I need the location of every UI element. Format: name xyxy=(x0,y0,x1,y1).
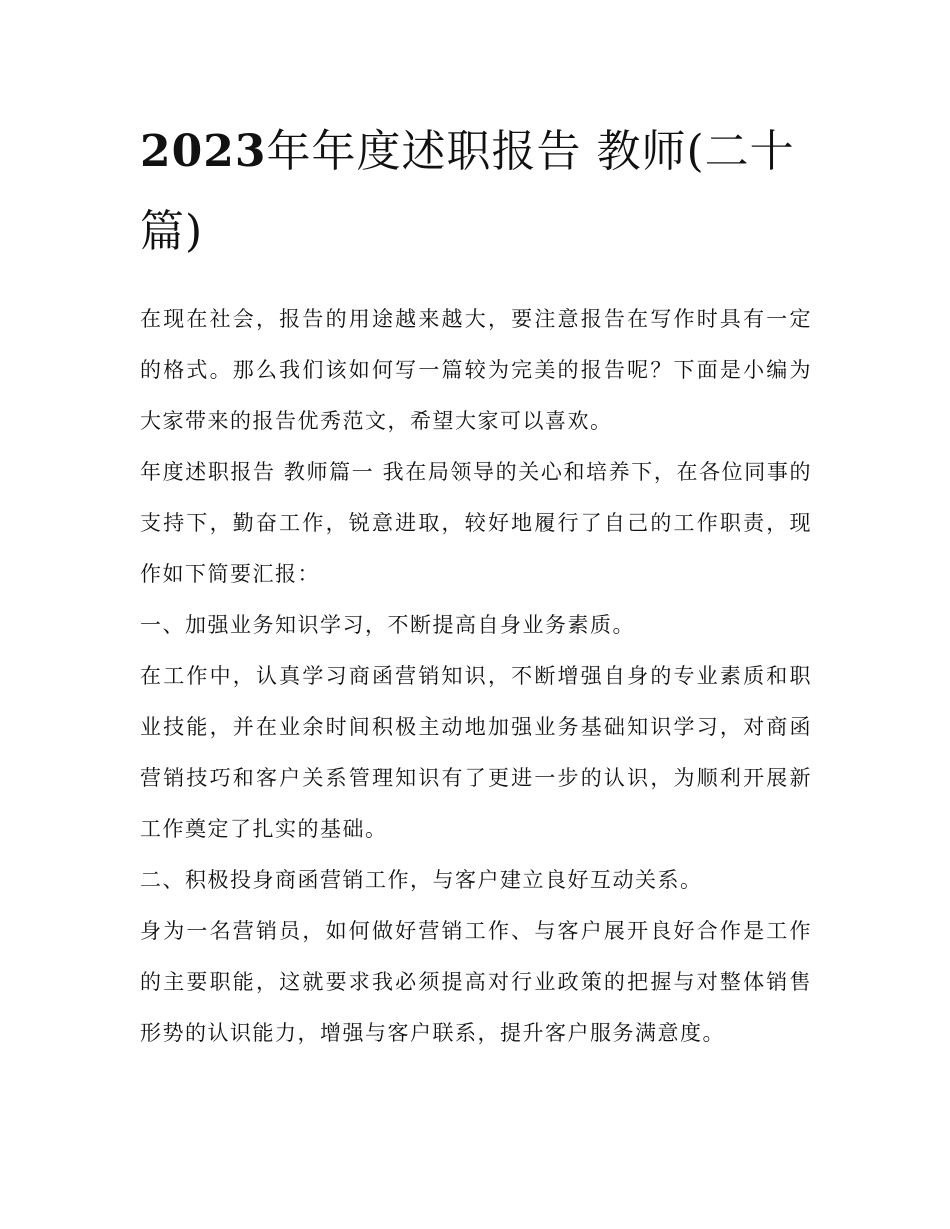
title-text: 年年度述职报告 教师(二十篇) xyxy=(140,126,795,257)
intro-paragraph: 在现在社会，报告的用途越来越大，要注意报告在写作时具有一定的格式。那么我们该如何写一篇较为完美的报告呢？下面是小编为大家带来的报告优秀范文，希望大家可以喜欢。 xyxy=(140,307,812,433)
body-paragraph-1: 在工作中，认真学习商函营销知识，不断增强自身的专业素质和职业技能，并在业余时间积极主动地加强业务基础知识学习，对商函营销技巧和客户关系管理知识有了更进一步的认识，为顺利开展新工作奠定了扎实的基础。 xyxy=(140,664,812,841)
document-title xyxy=(140,112,812,272)
section-heading-1: 一、加强业务知识学习，不断提高自身业务素质。 xyxy=(140,613,635,637)
section-heading-2: 二、积极投身商函营销工作，与客户建立良好互动关系。 xyxy=(140,868,703,892)
title-year: 2023 xyxy=(140,126,267,177)
body-paragraph-2: 身为一名营销员，如何做好营销工作、与客户展开良好合作是工作的主要职能，这就要求我必须提高对行业政策的把握与对整体销售形势的认识能力，增强与客户联系，提升客户服务满意度。 xyxy=(140,919,812,1045)
section-opening-paragraph: 年度述职报告 教师篇一 我在局领导的关心和培养下，在各位同事的支持下，勤奋工作，锐意进取，较好地履行了自己的工作职责，现作如下简要汇报： xyxy=(140,460,812,586)
document-body xyxy=(140,112,812,1059)
